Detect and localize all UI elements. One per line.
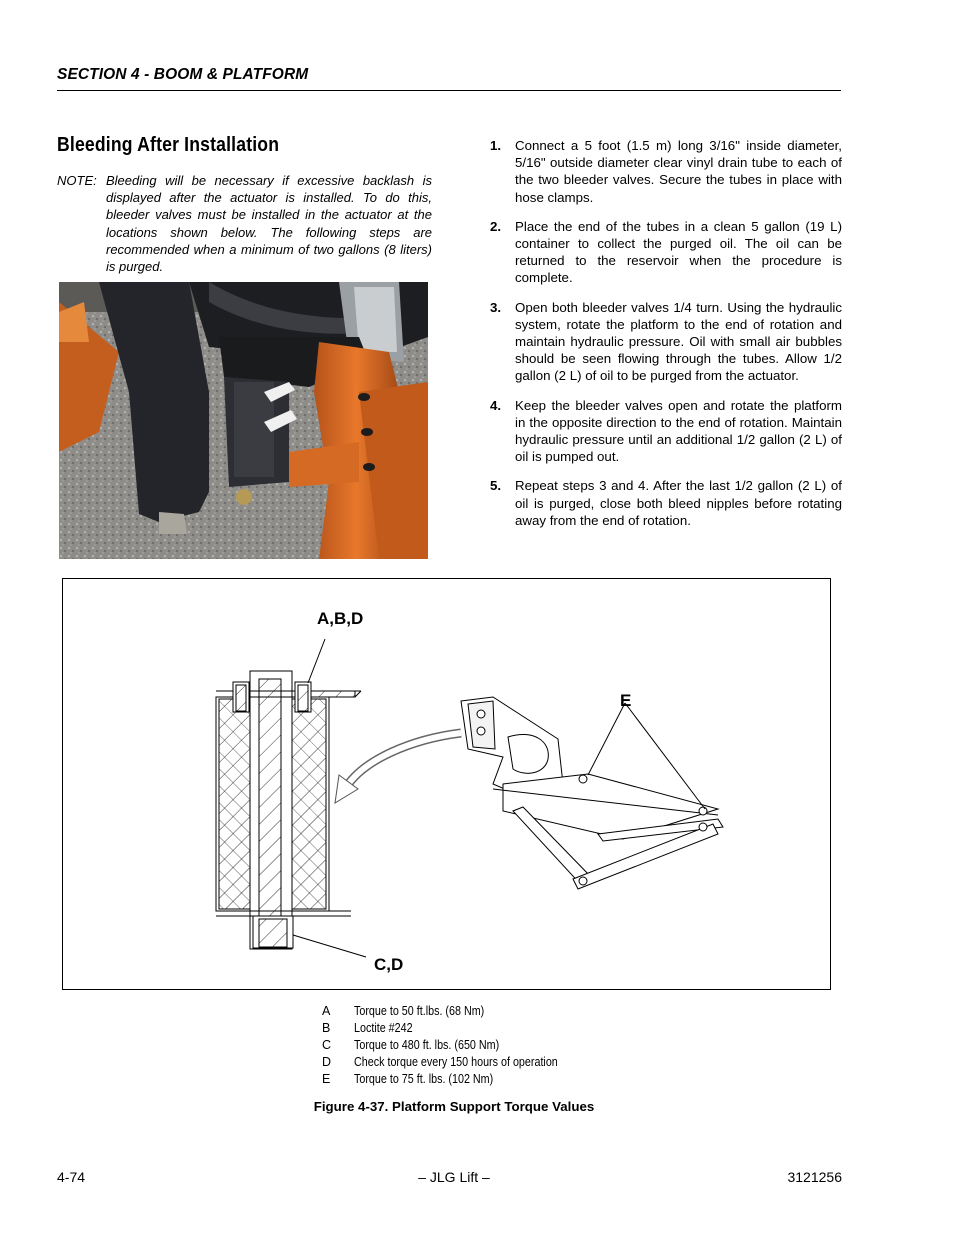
step-text: Keep the bleeder valves open and rotate the platform in the opposite direction to the end of rotation. Maintain hydraulic pressure until an additional 1/2 gallon (2 L) of oil is pumped out. (515, 397, 842, 465)
step-number: 3. (490, 299, 502, 315)
step-text: Connect a 5 foot (1.5 m) long 3/16" inside diameter, 5/16" outside diameter clear vinyl drain tube to each of the two bleeder valves. Secure the tubes in place with hose clamps. (515, 138, 842, 205)
section-header: SECTION 4 - BOOM & PLATFORM (57, 66, 309, 83)
step-item (490, 477, 842, 529)
platform-support-drawing (461, 697, 723, 889)
procedure-steps (490, 137, 842, 541)
legend-value: Check torque every 150 hours of operation (354, 1055, 558, 1069)
note-label: NOTE: (57, 173, 97, 188)
legend-key: D (322, 1055, 332, 1069)
actuator-photo (59, 282, 428, 559)
legend-value: Torque to 480 ft. lbs. (650 Nm) (354, 1038, 500, 1052)
document-number: 3121256 (787, 1169, 842, 1185)
callout-e: E (620, 691, 632, 710)
step-number: 4. (490, 397, 502, 413)
note-block (57, 172, 432, 275)
legend-key: E (322, 1072, 331, 1086)
step-number: 5. (490, 478, 502, 494)
note-text: Bleeding will be necessary if excessive backlash is displayed after the actuator is installed. To do this, bleeder valves must be installed in the actuator at the locations shown below. The following steps are recommended when a minimum of two gallons (8 liters) is purged. (106, 173, 432, 275)
step-text: Open both bleeder valves 1/4 turn. Using the hydraulic system, rotate the platform to the end of rotation and maintain hydraulic pressure. Oil with small air bubbles should be seen flowing through the tubes. Allow 1/2 gallon (2 L) of oil to be purged from the actuator. (515, 299, 842, 384)
page-heading: Bleeding After Installation (57, 134, 280, 156)
step-item (490, 137, 842, 206)
legend-key: B (322, 1021, 331, 1035)
footer-brand-text: – JLG Lift – (418, 1169, 490, 1185)
step-number: 2. (490, 218, 502, 234)
step-number: 1. (490, 138, 502, 153)
zoom-arrow (335, 733, 461, 803)
legend-key: A (322, 1004, 331, 1018)
legend-value: Torque to 75 ft. lbs. (102 Nm) (354, 1072, 494, 1086)
legend-value: Loctite #242 (354, 1021, 413, 1035)
page-number: 4-74 (57, 1169, 86, 1185)
legend-value: Torque to 50 ft.lbs. (68 Nm) (354, 1004, 485, 1018)
figure-caption-text: Figure 4-37. Platform Support Torque Values (313, 1099, 595, 1114)
figure-frame (62, 578, 831, 990)
step-text: Place the end of the tubes in a clean 5 gallon (19 L) container to collect the purged oil. The oil can be returned to the reservoir when the procedure is complete. (515, 218, 842, 286)
callout-cd: C,D (374, 955, 404, 974)
step-text: Repeat steps 3 and 4. After the last 1/2 gallon (2 L) of oil is purged, close both bleed nipples before rotating away from the end of rotation. (515, 478, 842, 528)
step-item (490, 397, 842, 466)
legend-key: C (322, 1038, 332, 1052)
step-item (490, 299, 842, 385)
figure-caption (0, 1099, 954, 1114)
step-item (490, 218, 842, 287)
header-rule (57, 90, 841, 91)
callout-abd: A,B,D (317, 609, 364, 628)
